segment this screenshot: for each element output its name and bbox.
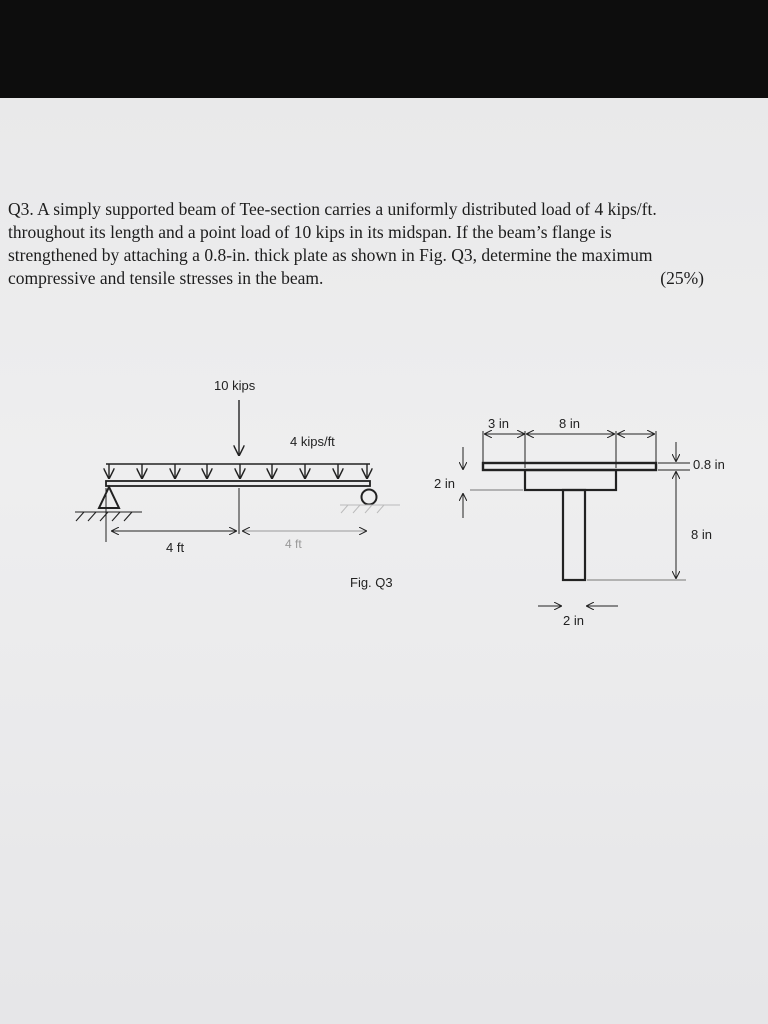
pin-support <box>99 487 119 508</box>
figure-caption: Fig. Q3 <box>350 575 393 590</box>
tee-web <box>563 490 585 580</box>
flange-width-label: 8 in <box>559 416 580 431</box>
point-load-label: 10 kips <box>214 378 256 393</box>
span-dimension <box>106 488 366 542</box>
overhang-label: 3 in <box>488 416 509 431</box>
beam <box>106 481 370 486</box>
udl-arrows <box>109 464 367 478</box>
udl-label: 4 kips/ft <box>290 434 335 449</box>
flange-thickness-dimension <box>463 447 523 518</box>
cross-section <box>463 431 690 606</box>
roller-support <box>362 490 377 505</box>
beam-diagram <box>75 400 400 542</box>
span-left-label: 4 ft <box>166 540 185 555</box>
question-line-3: strengthened by attaching a 0.8-in. thick plate as shown in Fig. Q3, determine the maximum <box>8 245 653 265</box>
ground-hatch-left <box>75 512 142 521</box>
question-line-1: Q3. A simply supported beam of Tee-section carries a uniformly distributed load of 4 kips/ft. <box>8 199 657 219</box>
web-width-label: 2 in <box>563 613 584 628</box>
span-right-label: 4 ft <box>285 537 302 551</box>
question-line-4-text: compressive and tensile stresses in the beam. <box>8 268 324 288</box>
question-line-2: throughout its length and a point load of 10 kips in its midspan. If the beam’s flange is <box>8 222 612 242</box>
ground-hatch-right <box>340 505 400 513</box>
web-depth-label: 8 in <box>691 527 712 542</box>
question-marks: (25%) <box>660 268 704 288</box>
plate-thickness-label: 0.8 in <box>693 457 725 472</box>
flange-thickness-label: 2 in <box>434 476 455 491</box>
tee-flange <box>525 470 616 490</box>
